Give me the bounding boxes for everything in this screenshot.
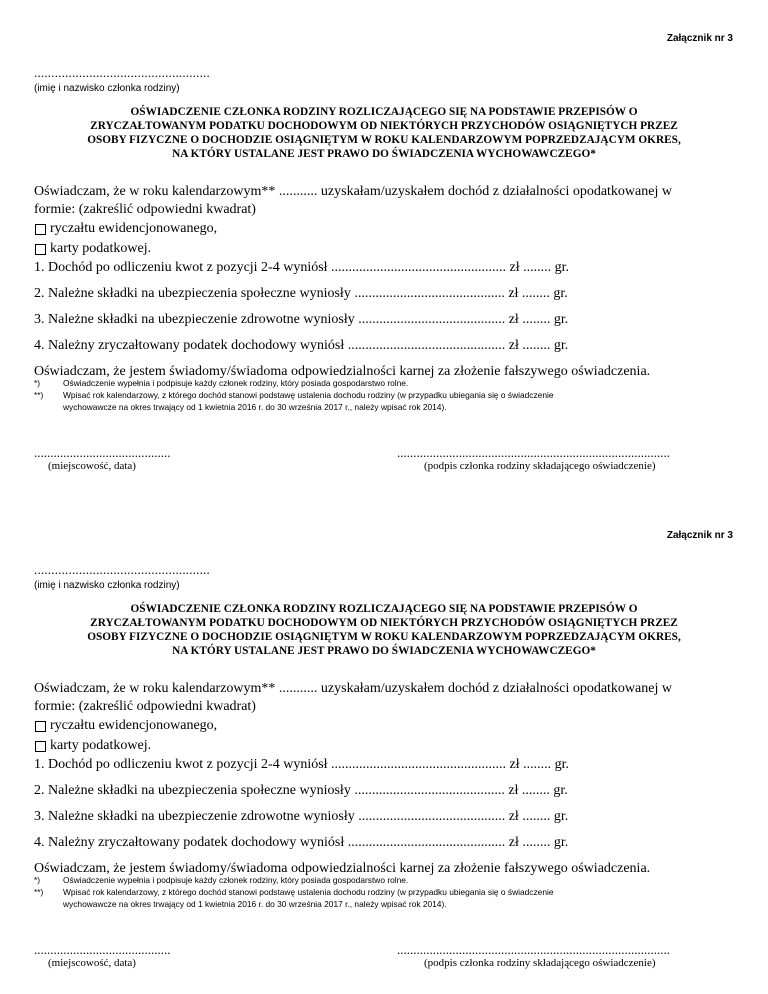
income-item[interactable]: 1. Dochód po odliczeniu kwot z pozycji 2-4 wyniósł .................................................. zł ........ gr. xyxy=(34,757,570,772)
income-item[interactable]: 4. Należny zryczałtowany podatek dochodowy wyniósł ............................................. zł ........ gr. xyxy=(34,835,569,850)
income-item[interactable]: 1. Dochód po odliczeniu kwot z pozycji 2-4 wyniósł .................................................. zł ........ gr. xyxy=(34,260,570,275)
intro-line: formie: (zakreślić odpowiedni kwadrat) xyxy=(34,202,256,217)
form-title-line: ZRYCZAŁTOWANYM PODATKU DOCHODOWYM OD NIEKTÓRYCH PRZYCHODÓW OSIĄGNIĘTYCH PRZEZ xyxy=(90,617,678,629)
form-title-line: OSOBY FIZYCZNE O DOCHODZIE OSIĄGNIĘTYM W ROKU KALENDARZOWYM POPRZEDZAJĄCYM OKRES, xyxy=(87,134,681,146)
footnote-continuation: wychowawcze na okres trwający od 1 kwietnia 2016 r. do 30 września 2017 r., należy wpisać rok 2014). xyxy=(63,899,447,909)
footnote-mark: *) xyxy=(34,875,41,885)
form-title-line: ZRYCZAŁTOWANYM PODATKU DOCHODOWYM OD NIEKTÓRYCH PRZYCHODÓW OSIĄGNIĘTYCH PRZEZ xyxy=(90,120,678,132)
footnote-mark: **) xyxy=(34,390,44,400)
form-title-line: NA KTÓRY USTALANE JEST PRAWO DO ŚWIADCZENIA WYCHOWAWCZEGO* xyxy=(172,148,596,160)
signature-caption: (podpis członka rodziny składającego oświadczenie) xyxy=(424,460,656,472)
form-body xyxy=(34,680,734,878)
footnote-mark: *) xyxy=(34,378,41,388)
intro-line: Oświadczam, że w roku kalendarzowym** ........... uzyskałam/uzyskałem dochód z działalności opodatkowanej w xyxy=(34,184,672,199)
income-item[interactable]: 4. Należny zryczałtowany podatek dochodowy wyniósł ............................................. zł ........ gr. xyxy=(34,338,569,353)
liability-declaration: Oświadczam, że jestem świadomy/świadoma odpowiedzialności karnej za złożenie fałszywego oświadczenia. xyxy=(34,364,651,379)
form-body xyxy=(34,183,734,381)
liability-declaration: Oświadczam, że jestem świadomy/świadoma odpowiedzialności karnej za złożenie fałszywego oświadczenia. xyxy=(34,861,651,876)
member-name-field[interactable]: ................................................... xyxy=(34,562,210,577)
checkbox-icon[interactable] xyxy=(35,721,46,732)
place-date-field[interactable]: .......................................... xyxy=(34,445,171,460)
form-title-line: OŚWIADCZENIE CZŁONKA RODZINY ROZLICZAJĄCEGO SIĘ NA PODSTAWIE PRZEPISÓW O xyxy=(130,603,638,615)
footnotes xyxy=(34,377,734,413)
intro-line: Oświadczam, że w roku kalendarzowym** ........... uzyskałam/uzyskałem dochód z działalności opodatkowanej w xyxy=(34,681,672,696)
place-date-caption: (miejscowość, data) xyxy=(48,957,136,969)
footnote-continuation: wychowawcze na okres trwający od 1 kwietnia 2016 r. do 30 września 2017 r., należy wpisać rok 2014). xyxy=(63,402,447,412)
form-title-line: OSOBY FIZYCZNE O DOCHODZIE OSIĄGNIĘTYM W ROKU KALENDARZOWYM POPRZEDZAJĄCYM OKRES, xyxy=(87,631,681,643)
footnote-text: Wpisać rok kalendarzowy, z którego dochód stanowi podstawę ustalenia dochodu rodziny (w przypadku ubiegania się o świadczenie xyxy=(63,887,554,897)
footnote xyxy=(34,389,734,401)
option-label: ryczałtu ewidencjonowanego, xyxy=(50,221,218,236)
form-title-line: NA KTÓRY USTALANE JEST PRAWO DO ŚWIADCZENIA WYCHOWAWCZEGO* xyxy=(172,645,596,657)
form-title xyxy=(24,105,744,161)
footnotes xyxy=(34,874,734,910)
footnote-mark: **) xyxy=(34,887,44,897)
income-item[interactable]: 3. Należne składki na ubezpieczenie zdrowotne wyniosły .......................................... zł ........ gr. xyxy=(34,809,569,824)
intro-line: formie: (zakreślić odpowiedni kwadrat) xyxy=(34,699,256,714)
footnote-text: Oświadczenie wypełnia i podpisuje każdy członek rodziny, który posiada gospodarstwo rolne. xyxy=(63,875,409,885)
attachment-label: Załącznik nr 3 xyxy=(666,33,733,44)
option-lump-sum[interactable] xyxy=(34,716,734,736)
footnote-text: Wpisać rok kalendarzowy, z którego dochód stanowi podstawę ustalenia dochodu rodziny (w przypadku ubiegania się o świadczenie xyxy=(63,390,554,400)
option-label: karty podatkowej. xyxy=(50,241,152,256)
signature-field[interactable]: .................................................................................... xyxy=(397,445,670,460)
income-item[interactable]: 2. Należne składki na ubezpieczenia społeczne wyniosły ........................................... zł ........ gr. xyxy=(34,783,568,798)
checkbox-icon[interactable] xyxy=(35,741,46,752)
option-label: ryczałtu ewidencjonowanego, xyxy=(50,718,218,733)
footnote-text: Oświadczenie wypełnia i podpisuje każdy członek rodziny, który posiada gospodarstwo rolne. xyxy=(63,378,409,388)
income-item[interactable]: 3. Należne składki na ubezpieczenie zdrowotne wyniosły .......................................... zł ........ gr. xyxy=(34,312,569,327)
footnote xyxy=(34,874,734,886)
attachment-label: Załącznik nr 3 xyxy=(666,530,733,541)
declaration-form xyxy=(0,497,768,994)
member-name-caption: (imię i nazwisko członka rodziny) xyxy=(34,580,180,591)
option-tax-card[interactable] xyxy=(34,239,734,259)
option-label: karty podatkowej. xyxy=(50,738,152,753)
form-title xyxy=(24,602,744,658)
checkbox-icon[interactable] xyxy=(35,224,46,235)
income-item[interactable]: 2. Należne składki na ubezpieczenia społeczne wyniosły ........................................... zł ........ gr. xyxy=(34,286,568,301)
place-date-caption: (miejscowość, data) xyxy=(48,460,136,472)
footnote xyxy=(34,377,734,389)
member-name-caption: (imię i nazwisko członka rodziny) xyxy=(34,83,180,94)
signature-field[interactable]: .................................................................................... xyxy=(397,942,670,957)
member-name-field[interactable]: ................................................... xyxy=(34,65,210,80)
place-date-field[interactable]: .......................................... xyxy=(34,942,171,957)
signature-caption: (podpis członka rodziny składającego oświadczenie) xyxy=(424,957,656,969)
option-lump-sum[interactable] xyxy=(34,219,734,239)
footnote xyxy=(34,886,734,898)
checkbox-icon[interactable] xyxy=(35,244,46,255)
form-title-line: OŚWIADCZENIE CZŁONKA RODZINY ROZLICZAJĄCEGO SIĘ NA PODSTAWIE PRZEPISÓW O xyxy=(130,106,638,118)
option-tax-card[interactable] xyxy=(34,736,734,756)
